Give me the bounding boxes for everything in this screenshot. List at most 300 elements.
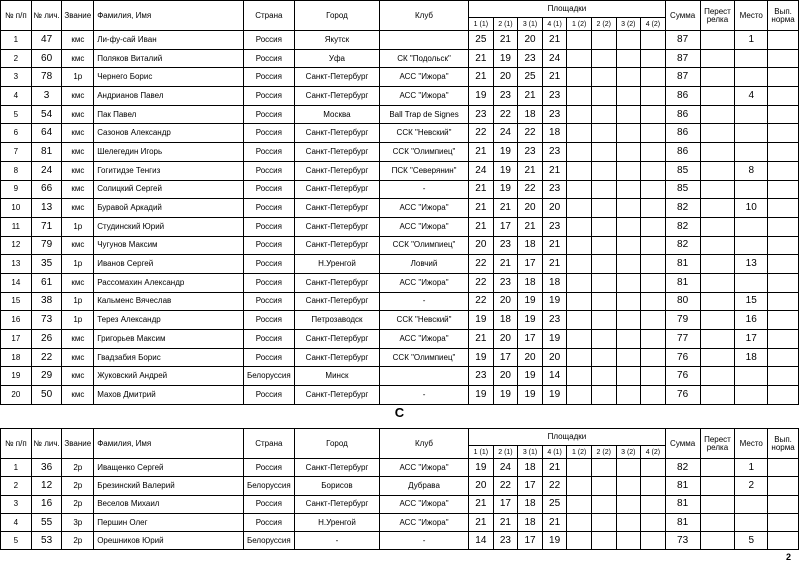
score-cell: 20: [542, 348, 567, 367]
club: -: [379, 532, 468, 550]
score-cell: [567, 330, 592, 349]
club: ССК "Олимпиец": [379, 143, 468, 162]
header-court-4-2: 4 (2): [641, 18, 666, 31]
score-cell: 20: [518, 348, 543, 367]
rank: 3р: [62, 513, 94, 531]
club: АСС "Ижора": [379, 199, 468, 218]
place: [735, 180, 768, 199]
header-court-1-2: 1 (2): [567, 446, 592, 459]
score-cell: 19: [493, 143, 518, 162]
score-cell: [591, 513, 616, 531]
score-cell: [616, 255, 641, 274]
score-cell: [567, 236, 592, 255]
athlete-name: Рассомахин Александр: [94, 273, 244, 292]
athlete-name: Жуковский Андрей: [94, 367, 244, 386]
row-num: 16: [1, 311, 32, 330]
table-row: [1, 292, 799, 311]
city: Санкт-Петербург: [294, 330, 379, 349]
score-cell: 19: [518, 311, 543, 330]
score-cell: 21: [493, 199, 518, 218]
score-cell: 23: [542, 143, 567, 162]
country: Белоруссия: [243, 532, 294, 550]
header-reshoot: Перест релка: [700, 1, 735, 31]
city: Санкт-Петербург: [294, 199, 379, 218]
athlete-name: Буравой Аркадий: [94, 199, 244, 218]
rank: кмс: [62, 143, 94, 162]
place: 18: [735, 348, 768, 367]
place: [735, 217, 768, 236]
country: Россия: [243, 105, 294, 124]
club: АСС "Ижора": [379, 495, 468, 513]
score-cell: 24: [469, 161, 494, 180]
score-cell: 20: [469, 236, 494, 255]
license-number: 22: [31, 348, 62, 367]
header-court-2-2: 2 (2): [591, 18, 616, 31]
place: [735, 495, 768, 513]
score-cell: 22: [542, 477, 567, 495]
score-cell: [641, 311, 666, 330]
reshoot: [700, 386, 735, 405]
country: Россия: [243, 143, 294, 162]
rank: кмс: [62, 273, 94, 292]
sum: 82: [665, 199, 700, 218]
norm: [768, 255, 799, 274]
club: [379, 367, 468, 386]
license-number: 54: [31, 105, 62, 124]
country: Россия: [243, 180, 294, 199]
reshoot: [700, 236, 735, 255]
place: 4: [735, 87, 768, 106]
score-cell: 21: [493, 31, 518, 50]
table-row: [1, 513, 799, 531]
athlete-name: Андрианов Павел: [94, 87, 244, 106]
header-club: Клуб: [379, 1, 468, 31]
header-court-4-1: 4 (1): [542, 18, 567, 31]
score-cell: 21: [469, 143, 494, 162]
score-cell: 23: [493, 236, 518, 255]
score-cell: 20: [493, 68, 518, 87]
table-row: [1, 348, 799, 367]
athlete-name: Студинский Юрий: [94, 217, 244, 236]
norm: [768, 348, 799, 367]
score-cell: [641, 513, 666, 531]
score-cell: 14: [469, 532, 494, 550]
score-cell: 18: [518, 513, 543, 531]
score-cell: 19: [542, 386, 567, 405]
score-cell: 17: [493, 348, 518, 367]
header-court-2-1: 2 (1): [493, 446, 518, 459]
score-cell: [567, 495, 592, 513]
rank: 2р: [62, 459, 94, 477]
club: АСС "Ижора": [379, 330, 468, 349]
table-row: [1, 68, 799, 87]
score-cell: 19: [469, 311, 494, 330]
norm: [768, 124, 799, 143]
place: [735, 367, 768, 386]
place: [735, 49, 768, 68]
score-cell: 21: [518, 87, 543, 106]
rank: кмс: [62, 49, 94, 68]
sum: 79: [665, 311, 700, 330]
norm: [768, 477, 799, 495]
score-cell: 23: [542, 217, 567, 236]
header-norm: Вып. норма: [768, 1, 799, 31]
score-cell: [641, 330, 666, 349]
license-number: 13: [31, 199, 62, 218]
reshoot: [700, 513, 735, 531]
city: Санкт-Петербург: [294, 459, 379, 477]
score-cell: 17: [518, 532, 543, 550]
score-cell: 23: [518, 49, 543, 68]
score-cell: [641, 68, 666, 87]
club: Ball Trap de Signes: [379, 105, 468, 124]
row-num: 3: [1, 68, 32, 87]
score-cell: [641, 143, 666, 162]
score-cell: 19: [542, 330, 567, 349]
score-cell: [616, 217, 641, 236]
city: Москва: [294, 105, 379, 124]
country: Россия: [243, 495, 294, 513]
header-name: Фамилия, Имя: [94, 1, 244, 31]
score-cell: [616, 292, 641, 311]
license-number: 71: [31, 217, 62, 236]
city: Уфа: [294, 49, 379, 68]
score-cell: [616, 180, 641, 199]
table-row: [1, 161, 799, 180]
rank: кмс: [62, 236, 94, 255]
club: -: [379, 292, 468, 311]
score-cell: [616, 124, 641, 143]
table-row: [1, 199, 799, 218]
score-cell: 23: [493, 532, 518, 550]
score-cell: [641, 255, 666, 274]
header-rank: Звание: [62, 1, 94, 31]
score-cell: 21: [469, 68, 494, 87]
place: [735, 236, 768, 255]
rank: кмс: [62, 199, 94, 218]
country: Россия: [243, 311, 294, 330]
table-row: [1, 255, 799, 274]
score-cell: [641, 348, 666, 367]
city: -: [294, 532, 379, 550]
sum: 81: [665, 255, 700, 274]
city: Санкт-Петербург: [294, 124, 379, 143]
score-cell: 22: [518, 124, 543, 143]
score-cell: [641, 180, 666, 199]
score-cell: 18: [518, 459, 543, 477]
reshoot: [700, 292, 735, 311]
score-cell: [567, 161, 592, 180]
row-num: 20: [1, 386, 32, 405]
city: Санкт-Петербург: [294, 217, 379, 236]
reshoot: [700, 477, 735, 495]
score-cell: [641, 236, 666, 255]
place: 8: [735, 161, 768, 180]
athlete-name: Пак Павел: [94, 105, 244, 124]
sum: 81: [665, 273, 700, 292]
reshoot: [700, 68, 735, 87]
rank: кмс: [62, 161, 94, 180]
score-cell: 17: [518, 255, 543, 274]
row-num: 8: [1, 161, 32, 180]
score-cell: [616, 311, 641, 330]
score-cell: 19: [469, 386, 494, 405]
header-country: Страна: [243, 429, 294, 459]
score-cell: [641, 532, 666, 550]
score-cell: [616, 477, 641, 495]
sum: 73: [665, 532, 700, 550]
score-cell: 18: [542, 124, 567, 143]
score-cell: 20: [493, 367, 518, 386]
sum: 81: [665, 495, 700, 513]
score-cell: 19: [493, 49, 518, 68]
city: Петрозаводск: [294, 311, 379, 330]
place: 13: [735, 255, 768, 274]
country: Россия: [243, 49, 294, 68]
city: Санкт-Петербург: [294, 87, 379, 106]
country: Россия: [243, 161, 294, 180]
country: Россия: [243, 255, 294, 274]
score-cell: 18: [518, 495, 543, 513]
score-cell: [591, 367, 616, 386]
place: 17: [735, 330, 768, 349]
place: 5: [735, 532, 768, 550]
header-place: Место: [735, 1, 768, 31]
score-cell: [591, 217, 616, 236]
place: 1: [735, 459, 768, 477]
header-lic: № лич.: [31, 1, 62, 31]
row-num: 5: [1, 105, 32, 124]
place: [735, 68, 768, 87]
header-num: № п/п: [1, 429, 32, 459]
row-num: 3: [1, 495, 32, 513]
score-cell: 18: [518, 273, 543, 292]
score-cell: 23: [493, 273, 518, 292]
rank: кмс: [62, 367, 94, 386]
score-cell: 23: [542, 311, 567, 330]
row-num: 15: [1, 292, 32, 311]
sum: 81: [665, 477, 700, 495]
license-number: 55: [31, 513, 62, 531]
sum: 80: [665, 292, 700, 311]
norm: [768, 273, 799, 292]
sum: 86: [665, 87, 700, 106]
score-cell: [641, 124, 666, 143]
score-cell: 21: [469, 495, 494, 513]
score-cell: [567, 87, 592, 106]
score-cell: [591, 31, 616, 50]
score-cell: [641, 49, 666, 68]
score-cell: [616, 161, 641, 180]
reshoot: [700, 31, 735, 50]
score-cell: 25: [469, 31, 494, 50]
header-place: Место: [735, 429, 768, 459]
license-number: 79: [31, 236, 62, 255]
place: 1: [735, 31, 768, 50]
header-country: Страна: [243, 1, 294, 31]
score-cell: [567, 255, 592, 274]
score-cell: 21: [542, 236, 567, 255]
score-cell: [616, 367, 641, 386]
score-cell: [616, 330, 641, 349]
row-num: 19: [1, 367, 32, 386]
score-cell: [591, 311, 616, 330]
score-cell: 17: [518, 477, 543, 495]
score-cell: [591, 495, 616, 513]
reshoot: [700, 532, 735, 550]
reshoot: [700, 199, 735, 218]
athlete-name: Солицкий Сергей: [94, 180, 244, 199]
row-num: 14: [1, 273, 32, 292]
score-cell: [616, 49, 641, 68]
norm: [768, 311, 799, 330]
license-number: 36: [31, 459, 62, 477]
license-number: 61: [31, 273, 62, 292]
city: Санкт-Петербург: [294, 348, 379, 367]
score-cell: 23: [469, 367, 494, 386]
club: ССК "Невский": [379, 124, 468, 143]
athlete-name: Першин Олег: [94, 513, 244, 531]
row-num: 13: [1, 255, 32, 274]
table-row: [1, 330, 799, 349]
row-num: 5: [1, 532, 32, 550]
athlete-name: Чугунов Максим: [94, 236, 244, 255]
score-cell: 21: [542, 161, 567, 180]
score-cell: 22: [469, 273, 494, 292]
rank: кмс: [62, 105, 94, 124]
club: Ловчий: [379, 255, 468, 274]
row-num: 12: [1, 236, 32, 255]
club: -: [379, 180, 468, 199]
sum: 77: [665, 330, 700, 349]
license-number: 66: [31, 180, 62, 199]
reshoot: [700, 495, 735, 513]
score-cell: [641, 217, 666, 236]
score-cell: [567, 273, 592, 292]
results-table-c: [0, 428, 799, 550]
reshoot: [700, 330, 735, 349]
norm: [768, 292, 799, 311]
score-cell: 20: [493, 292, 518, 311]
header-court-3-1: 3 (1): [518, 18, 543, 31]
score-cell: [616, 513, 641, 531]
table-row: [1, 273, 799, 292]
score-cell: [591, 87, 616, 106]
norm: [768, 199, 799, 218]
row-num: 2: [1, 477, 32, 495]
sum: 87: [665, 31, 700, 50]
header-court-2-2: 2 (2): [591, 446, 616, 459]
rank: 2р: [62, 532, 94, 550]
norm: [768, 180, 799, 199]
row-num: 7: [1, 143, 32, 162]
country: Россия: [243, 292, 294, 311]
city: Якутск: [294, 31, 379, 50]
place: 10: [735, 199, 768, 218]
score-cell: [567, 311, 592, 330]
score-cell: 21: [542, 513, 567, 531]
norm: [768, 532, 799, 550]
club: СК "Подольск": [379, 49, 468, 68]
score-cell: [641, 477, 666, 495]
score-cell: [591, 477, 616, 495]
score-cell: 21: [542, 255, 567, 274]
country: Россия: [243, 31, 294, 50]
reshoot: [700, 161, 735, 180]
score-cell: [641, 386, 666, 405]
table-row: [1, 87, 799, 106]
score-cell: 19: [493, 180, 518, 199]
country: Россия: [243, 124, 294, 143]
reshoot: [700, 348, 735, 367]
score-cell: 23: [518, 143, 543, 162]
club: АСС "Ижора": [379, 217, 468, 236]
license-number: 12: [31, 477, 62, 495]
header-court-3-2: 3 (2): [616, 446, 641, 459]
sum: 81: [665, 513, 700, 531]
license-number: 24: [31, 161, 62, 180]
row-num: 6: [1, 124, 32, 143]
score-cell: 19: [469, 348, 494, 367]
row-num: 2: [1, 49, 32, 68]
row-num: 4: [1, 87, 32, 106]
header-court-2-1: 2 (1): [493, 18, 518, 31]
score-cell: 21: [469, 330, 494, 349]
score-cell: 21: [493, 255, 518, 274]
score-cell: [641, 273, 666, 292]
athlete-name: Веселов Михаил: [94, 495, 244, 513]
country: Россия: [243, 217, 294, 236]
country: Россия: [243, 199, 294, 218]
country: Россия: [243, 273, 294, 292]
city: Санкт-Петербург: [294, 386, 379, 405]
norm: [768, 105, 799, 124]
score-cell: 23: [469, 105, 494, 124]
score-cell: 21: [518, 161, 543, 180]
norm: [768, 236, 799, 255]
reshoot: [700, 124, 735, 143]
score-cell: [591, 459, 616, 477]
score-cell: 19: [542, 532, 567, 550]
score-cell: [616, 495, 641, 513]
score-cell: [591, 348, 616, 367]
place: [735, 105, 768, 124]
score-cell: 21: [469, 217, 494, 236]
rank: 1р: [62, 217, 94, 236]
athlete-name: Иващенко Сергей: [94, 459, 244, 477]
country: Белоруссия: [243, 367, 294, 386]
score-cell: 20: [518, 199, 543, 218]
score-cell: [641, 87, 666, 106]
score-cell: [616, 143, 641, 162]
score-cell: [616, 105, 641, 124]
country: Россия: [243, 236, 294, 255]
score-cell: 19: [469, 459, 494, 477]
score-cell: 22: [518, 180, 543, 199]
score-cell: 19: [518, 386, 543, 405]
score-cell: 19: [542, 292, 567, 311]
score-cell: 17: [518, 330, 543, 349]
sum: 87: [665, 49, 700, 68]
rank: кмс: [62, 87, 94, 106]
score-cell: 22: [469, 292, 494, 311]
header-court-4-1: 4 (1): [542, 446, 567, 459]
score-cell: [567, 367, 592, 386]
row-num: 11: [1, 217, 32, 236]
score-cell: 21: [469, 49, 494, 68]
athlete-name: Гогитидзе Тенгиз: [94, 161, 244, 180]
score-cell: [616, 199, 641, 218]
